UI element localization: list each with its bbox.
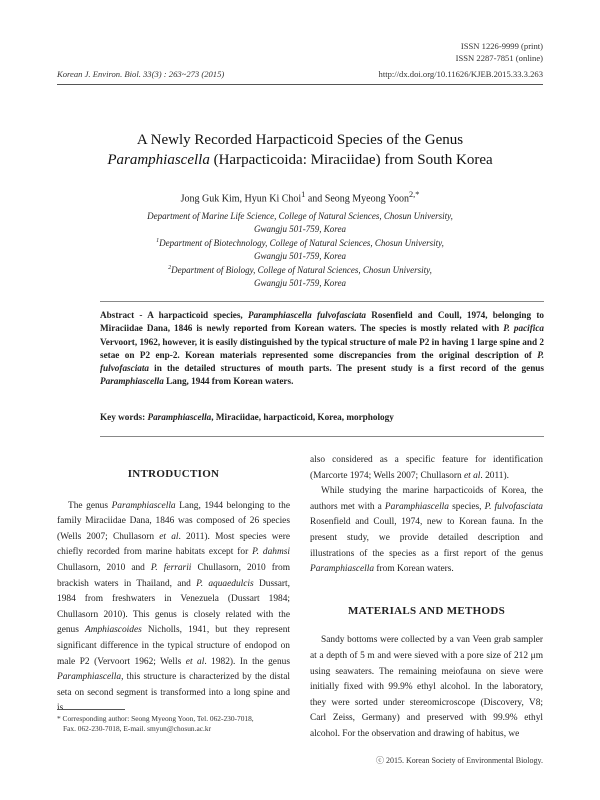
- abstract-top-rule: [100, 301, 544, 302]
- issn-block: [456, 40, 543, 64]
- authors-part-1: Jong Guk Kim, Hyun Ki Choi: [180, 193, 302, 205]
- body-text: The genus: [68, 500, 112, 511]
- abstract-text: Abstract - A harpacticoid species,: [100, 310, 248, 320]
- abstract-text: Rosenfield and Coull, 1974, belonging to Miraciidae Dana, 1846 is newly reported from Korean waters. The species is mostly related with: [100, 310, 544, 334]
- left-column: [57, 467, 290, 717]
- title-line-2: [40, 150, 560, 170]
- species-name: P. ferrarii: [150, 562, 192, 573]
- genus-name: Paramphiascella: [57, 672, 122, 683]
- author-sup-2: 2,*: [408, 190, 420, 199]
- affiliation-2-line-2: Gwangju 501-759, Korea: [254, 277, 346, 288]
- methods-paragraph: Sandy bottoms were collected by a van Veen grab sampler at a depth of 5 m and were sieved with a pore size of 212 μm using seawaters. The remaining meiofauna on sieve were initially fixed with 99.9% ethyl alcohol. In the laboratory, they were sorted under stereomicroscope (Discovery, V8; Carl Zeiss, Germany) and preserved with 99.9% ethyl alcohol. For the observation and drawing of habitus, we: [310, 635, 543, 739]
- right-column: [310, 453, 543, 743]
- abstract-species: Paramphiascella fulvofasciata: [247, 310, 366, 320]
- body-text: Chullasorn, 2010 from brackish waters in Thailand, and: [57, 562, 291, 589]
- running-header: [57, 69, 543, 79]
- species-name: P. aquaedulcis: [196, 578, 254, 589]
- body-text: Dussart, 1984 from freshwaters in Venezuela (Dussart 1984; Chullasorn 2010). This genus is closely related with the genus: [57, 578, 290, 636]
- author-list: [40, 190, 560, 204]
- affiliation-1-text: Department of Biotechnology, College of Natural Sciences, Chosun University,: [159, 238, 444, 249]
- heading-introduction: INTRODUCTION: [127, 468, 220, 480]
- keywords-list: , Miraciidae, harpacticoid, Korea, morphology: [211, 412, 394, 422]
- journal-citation: Korean J. Environ. Biol. 33(3) : 263~273 (2015): [57, 69, 225, 79]
- issn-online: ISSN 2287-7851 (online): [455, 53, 543, 63]
- body-text: . 1982). In the genus: [204, 656, 290, 667]
- affiliation-0-line-2: Gwangju 501-759, Korea: [254, 223, 346, 234]
- body-text: species,: [448, 501, 485, 512]
- body-text: Rosenfield and Coull, 1974, new to Korean fauna. In the present study, we provide detailed description and illustrations of the species as a first report of the genus: [310, 517, 543, 559]
- copyright-notice: ⓒ 2015. Korean Society of Environmental Biology.: [375, 756, 543, 765]
- paper-title: [40, 130, 560, 170]
- affiliation-1-line-2: Gwangju 501-759, Korea: [254, 250, 346, 261]
- et-al: et al: [159, 531, 179, 542]
- body-text: , this structure is characterized by the distal seta on second segment is transformed into a long spine and is: [57, 672, 290, 714]
- et-al: et al: [464, 470, 481, 481]
- doi-link[interactable]: http://dx.doi.org/10.11626/KJEB.2015.33.3.263: [378, 69, 543, 79]
- footnote-rule: [57, 709, 125, 710]
- affiliations: [60, 210, 540, 290]
- abstract-text: Lang, 1944 from Korean waters.: [163, 376, 294, 387]
- abstract-genus: Paramphiascella: [100, 376, 164, 387]
- heading-materials-methods: MATERIALS AND METHODS: [347, 604, 506, 617]
- affiliation-2-text: Department of Biology, College of Natural Sciences, Chosun University,: [171, 265, 432, 276]
- body-text: . 2011).: [480, 470, 509, 481]
- affiliation-1-sup: 1: [156, 238, 160, 245]
- corresponding-author-footnote: [57, 714, 297, 734]
- abstract-text: in the detailed structures of mouth parts. The present study is a first record of the genus: [149, 363, 544, 374]
- genus-name: Paramphiascella: [111, 500, 176, 511]
- affiliation-2-line-1: [60, 262, 540, 277]
- footnote-line-2: Fax. 062-230-7018, E-mail. smyun@chosun.ac.kr: [63, 724, 212, 733]
- body-text: While studying the marine harpacticoids of Korea, the authors met with a: [310, 486, 543, 512]
- et-al: et al: [185, 656, 205, 667]
- body-text: from Korean waters.: [374, 564, 454, 575]
- keywords-label: Key words:: [100, 412, 148, 422]
- title-line-1: A Newly Recorded Harpacticoid Species of the Genus: [136, 132, 464, 148]
- genus-name: Amphiascoides: [84, 625, 142, 636]
- body-text: Lang, 1944 belonging to the family Miraciidae Dana, 1846 was composed of 26 species (Wells 2007; Chullasorn: [57, 500, 290, 542]
- title-rest: (Harpacticoida: Miraciidae) from South Korea: [209, 152, 493, 168]
- header-rule: [57, 84, 543, 85]
- body-text: also considered as a specific feature for identification (Marcorte 1974; Wells 2007; Chullasorn: [310, 455, 543, 481]
- species-name: P. dahmsi: [252, 547, 290, 558]
- affiliation-1-line-1: [60, 235, 540, 250]
- intro-paragraph: [57, 499, 290, 717]
- authors-part-2: and Seong Myeong Yoon: [305, 193, 409, 205]
- title-genus: Paramphiascella: [107, 152, 210, 168]
- genus-name: Paramphiascella: [310, 564, 375, 575]
- issn-print: ISSN 1226-9999 (print): [460, 41, 543, 51]
- keywords: [100, 412, 544, 422]
- footnote-line-1: * Corresponding author: Seong Myeong Yoon, Tel. 062-230-7018,: [57, 714, 254, 723]
- abstract-bottom-rule: [100, 436, 544, 437]
- body-text: . 2011). Most species were chiefly recorded from marine habitats except for: [57, 531, 290, 558]
- body-text: Chullasorn, 2010 and: [57, 562, 151, 573]
- author-sup-1: 1: [301, 190, 306, 199]
- abstract-species: P. pacifica: [503, 323, 544, 334]
- continued-paragraph: [310, 453, 543, 484]
- keyword-genus: Paramphiascella: [147, 412, 212, 422]
- abstract-text: Vervoort, 1962, however, it is easily distinguished by the typical structure of male P2 in having 1 large spine and 2 setae on P2 enp-2. Korean materials represented some discrepancies from the original description of: [100, 336, 544, 360]
- abstract-species: P. fulvofasciata: [100, 349, 544, 374]
- body-text: Nicholls, 1941, but they represent significant difference in the typical structure of endopod on male P2 (Vervoort 1962; Wells: [57, 625, 290, 667]
- abstract: [100, 309, 544, 389]
- genus-name: Paramphiascella: [384, 501, 449, 512]
- species-name: P. fulvofasciata: [484, 501, 543, 512]
- study-paragraph: [310, 484, 543, 578]
- affiliation-0-line-1: Department of Marine Life Science, College of Natural Sciences, Chosun University,: [147, 211, 453, 221]
- affiliation-2-sup: 2: [168, 265, 172, 272]
